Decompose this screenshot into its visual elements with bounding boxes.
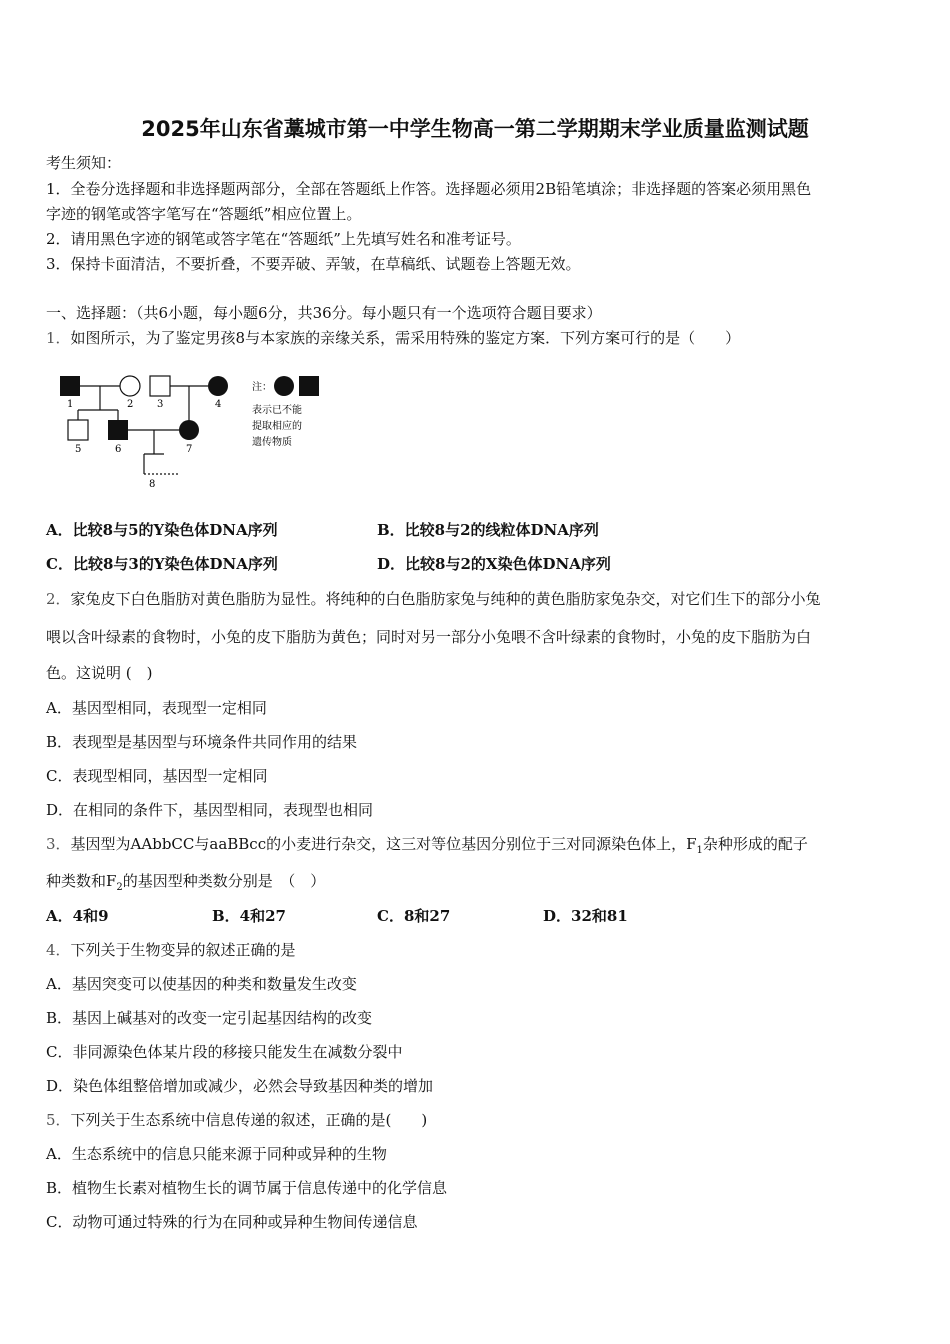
legend-filled-square (299, 376, 319, 396)
q1-option-d: D．比较8与2的X染色体DNA序列 (377, 555, 611, 573)
question-stem: 家兔皮下白色脂肪对黄色脂肪为显性。将纯种的白色脂肪家兔与纯种的黄色脂肪家兔杂交，对它们生下的部分小兔 (70, 590, 821, 608)
q4-option-a: A．基因突变可以使基因的种类和数量发生改变 (46, 975, 357, 993)
q3-option-c: C．8和27 (377, 907, 451, 925)
q1-option-b: B．比较8与2的线粒体DNA序列 (377, 521, 599, 539)
question-number: 2． (46, 590, 71, 608)
question-stem: 下列关于生物变异的叙述正确的是 (70, 941, 296, 959)
section-heading: 一、选择题：（共6小题，每小题6分，共36分。每小题只有一个选项符合题目要求） (46, 304, 602, 322)
legend-note-label: 注： (252, 382, 272, 393)
q5-option-b: B．植物生长素对植物生长的调节属于信息传递中的化学信息 (46, 1179, 448, 1197)
individual-6-male-affected (108, 420, 128, 440)
q3-option-b: B．4和27 (212, 907, 286, 925)
label-6: 6 (115, 444, 122, 455)
label-2: 2 (127, 399, 134, 410)
notice-heading: 考生须知： (46, 154, 122, 172)
individual-5-male (68, 420, 88, 440)
question-number: 3． (46, 835, 71, 853)
q1-option-c: C．比较8与3的Y染色体DNA序列 (46, 555, 278, 573)
legend-filled-circle (274, 376, 294, 396)
q2-option-a: A．基因型相同，表现型一定相同 (46, 699, 267, 717)
question-5 (46, 1109, 427, 1130)
notice-item-1a: 1．全卷分选择题和非选择题两部分，全部在答题纸上作答。选择题必须用2B铅笔填涂；非选择题的答案必须用黑色 (46, 180, 812, 198)
individual-7-female-affected (179, 420, 199, 440)
q4-option-c: C．非同源染色体某片段的移接只能发生在减数分裂中 (46, 1043, 403, 1061)
question-number: 1． (46, 329, 71, 347)
label-4: 4 (215, 399, 222, 410)
subscript: 2 (116, 882, 123, 893)
question-stem-part: 杂种形成的配子 (702, 835, 808, 853)
question-4 (46, 939, 296, 960)
question-3-line-1 (46, 833, 808, 856)
notice-item-3: 3．保持卡面清洁，不要折叠，不要弄破、弄皱，在草稿纸、试题卷上答题无效。 (46, 255, 581, 273)
label-1: 1 (67, 399, 74, 410)
question-2-line-1 (46, 588, 821, 609)
notice-item-2: 2．请用黑色字迹的钢笔或答字笔在“答题纸”上先填写姓名和准考证号。 (46, 230, 521, 248)
individual-3-male (150, 376, 170, 396)
question-number: 5． (46, 1111, 71, 1129)
q5-option-c: C．动物可通过特殊的行为在同种或异种生物间传递信息 (46, 1213, 418, 1231)
question-number: 4． (46, 941, 71, 959)
q5-option-a: A．生态系统中的信息只能来源于同种或异种的生物 (46, 1145, 387, 1163)
individual-4-female-affected (208, 376, 228, 396)
subscript: 1 (696, 845, 703, 856)
label-5: 5 (75, 444, 82, 455)
individual-2-female (120, 376, 140, 396)
q4-option-d: D．染色体组整倍增加或减少，必然会导致基因种类的增加 (46, 1077, 434, 1095)
question-3-line-2 (46, 870, 325, 893)
individual-1-male-affected (60, 376, 80, 396)
q4-option-b: B．基因上碱基对的改变一定引起基因结构的改变 (46, 1009, 373, 1027)
pedigree-chart (58, 370, 328, 495)
label-3: 3 (157, 399, 164, 410)
question-2-line-3: 色。这说明 ( ) (46, 664, 153, 682)
q2-option-c: C．表现型相同，基因型一定相同 (46, 767, 268, 785)
q3-option-d: D．32和81 (543, 907, 628, 925)
legend-text-1: 表示已不能 (252, 405, 302, 416)
question-stem-part: 基因型为AAbbCC与aaBBcc的小麦进行杂交，这三对等位基因分别位于三对同源染色体上，F (70, 835, 697, 853)
question-1 (46, 327, 740, 348)
question-stem-part: 种类数和F (46, 872, 117, 890)
q2-option-b: B．表现型是基因型与环境条件共同作用的结果 (46, 733, 358, 751)
q3-option-a: A．4和9 (46, 907, 109, 925)
label-7: 7 (186, 444, 193, 455)
q1-option-a: A．比较8与5的Y染色体DNA序列 (46, 521, 278, 539)
exam-title: 2025年山东省藁城市第一中学生物高一第二学期期末学业质量监测试题 (141, 117, 809, 141)
question-stem-part: 的基因型种类数分别是 （ ） (122, 872, 326, 890)
notice-item-1b: 字迹的钢笔或答字笔写在“答题纸”相应位置上。 (46, 205, 362, 223)
q2-option-d: D．在相同的条件下，基因型相同，表现型也相同 (46, 801, 374, 819)
question-stem: 下列关于生态系统中信息传递的叙述，正确的是( ) (70, 1111, 428, 1129)
legend-text-3: 遗传物质 (252, 437, 292, 448)
label-8: 8 (149, 479, 156, 490)
question-2-line-2: 喂以含叶绿素的食物时，小兔的皮下脂肪为黄色；同时对另一部分小兔喂不含叶绿素的食物时，小兔的皮下脂肪为白 (46, 628, 812, 646)
legend-text-2: 提取相应的 (252, 421, 302, 432)
question-stem: 如图所示，为了鉴定男孩8与本家族的亲缘关系，需采用特殊的鉴定方案．下列方案可行的是（ ） (70, 329, 741, 347)
